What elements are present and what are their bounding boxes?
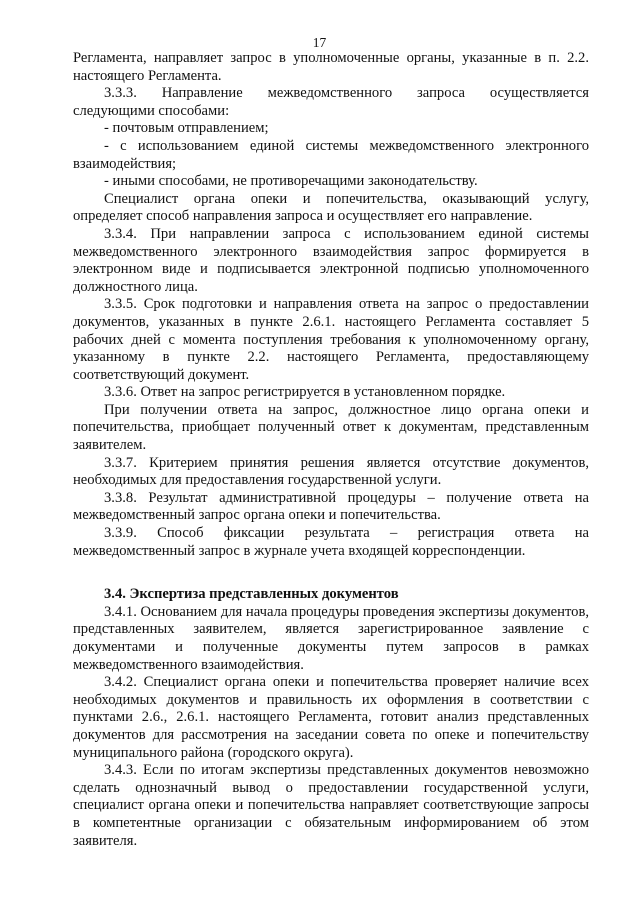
paragraph: 3.3.7. Критерием принятия решения является отсутствие документов, необходимых для предоставления государственной услуги.: [73, 454, 589, 489]
paragraph: 3.3.9. Способ фиксации результата – регистрация ответа на межведомственный запрос в журнале учета входящей корреспонденции.: [73, 525, 589, 559]
paragraph: Специалист органа опеки и попечительства, оказывающий услугу, определяет способ направления запроса и осуществляет его направление.: [73, 190, 589, 225]
paragraph: 3.4.3. Если по итогам экспертизы представленных документов невозможно сделать однозначный вывод о предоставлении государственной услуги, специалист органа опеки и попечительства направляет соответствующие запросы в компетентные организации с обязательным информированием об этом заявителя.: [73, 762, 589, 849]
paragraph: 3.4.2. Специалист органа опеки и попечительства проверяет наличие всех необходимых документов и правильность их оформления в соответствии с пунктами 2.6., 2.6.1. настоящего Регламента, готовит анализ представленных документов для рассмотрения на заседании совета по опеке и попечительству муниципального района (городского округа).: [73, 674, 589, 761]
page-number: 17: [312, 35, 327, 50]
section-heading: 3.4. Экспертиза представленных документов: [104, 586, 399, 603]
paragraph: - иными способами, не противоречащими законодательству.: [104, 173, 478, 190]
paragraph: 3.3.4. При направлении запроса с использованием единой системы межведомственного электронного взаимодействия запрос формируется в электронном виде и подписывается электронной подписью уполномоченного должностного лица.: [73, 225, 589, 295]
paragraph: 3.3.8. Результат административной процедуры – получение ответа на межведомственный запрос органа опеки и попечительства.: [73, 489, 589, 524]
paragraph: 3.3.3. Направление межведомственного запроса осуществляется следующими способами:: [73, 85, 589, 119]
paragraph: 3.4.1. Основанием для начала процедуры проведения экспертизы документов, представленных заявителем, является зарегистрированное заявление с документами и полученные документы путем запросов в рамках межведомственного взаимодействия.: [73, 603, 589, 673]
paragraph: Регламента, направляет запрос в уполномоченные органы, указанные в п. 2.2. настоящего Регламента.: [73, 50, 589, 84]
paragraphs-after-heading: [73, 604, 589, 850]
paragraph: - почтовым отправлением;: [104, 120, 269, 137]
paragraphs-before-heading: [73, 50, 589, 560]
document-body: [73, 50, 589, 850]
paragraph: - с использованием единой системы межведомственного электронного взаимодействия;: [73, 137, 589, 172]
paragraph: 3.3.5. Срок подготовки и направления ответа на запрос о предоставлении документов, указанных в пункте 2.6.1. настоящего Регламента составляет 5 рабочих дней с момента поступления требования к уполномоченному органу, указанному в пункте 2.2. настоящего Регламента, предоставляющему соответствующий документ.: [73, 296, 589, 383]
paragraph: При получении ответа на запрос, должностное лицо органа опеки и попечительства, приобщает полученный ответ к документам, представленным заявителем.: [73, 401, 589, 454]
paragraph: 3.3.6. Ответ на запрос регистрируется в установленном порядке.: [104, 384, 506, 401]
